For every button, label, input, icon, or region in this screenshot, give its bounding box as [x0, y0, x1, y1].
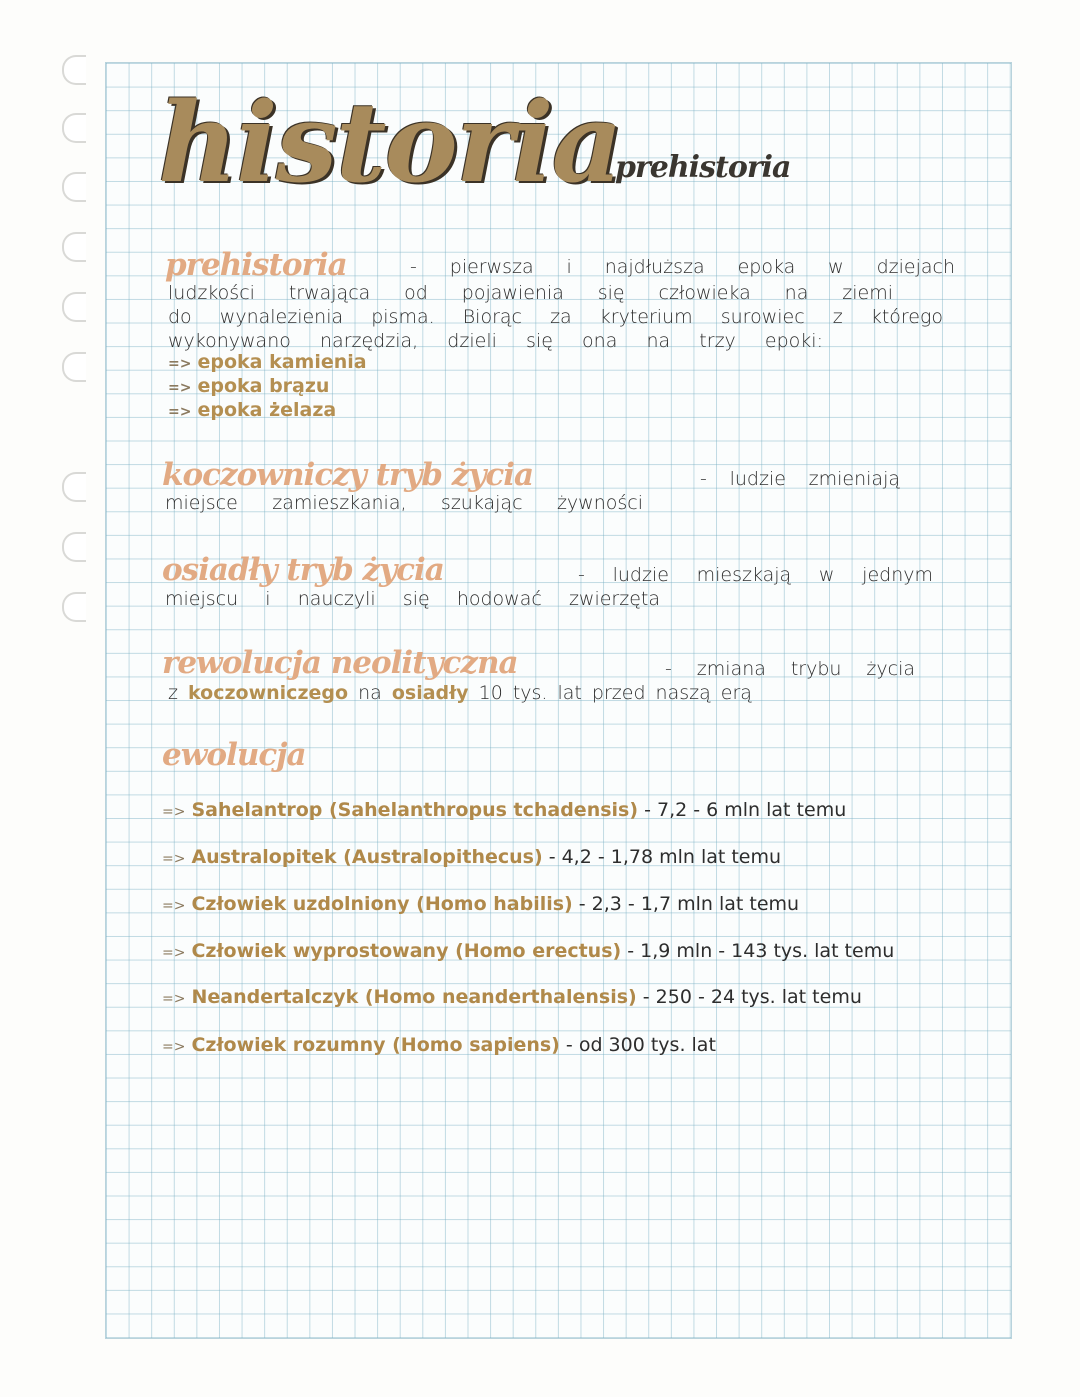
binder-hole [62, 232, 86, 262]
definition-line: - ludzie zmieniają [700, 468, 900, 490]
definition-line: z koczowniczego na osiadły 10 tys. lat przed naszą erą [168, 682, 752, 704]
arrow-icon: => [168, 356, 192, 372]
arrow-icon: => [162, 1039, 186, 1055]
definition-line: - ludzie mieszkają w jednym [578, 564, 933, 586]
binder-hole [62, 113, 86, 143]
evolution-item: => Człowiek uzdolniony (Homo habilis) - 2,3 - 1,7 mln lat temu [162, 893, 800, 915]
evolution-item: => Neandertalczyk (Homo neanderthalensis) - 250 - 24 tys. lat temu [162, 986, 862, 1008]
binder-hole [62, 472, 86, 502]
arrow-icon: => [162, 945, 186, 961]
binder-hole [62, 55, 86, 85]
page-title: historia [158, 78, 621, 207]
term-ewolucja: ewolucja [162, 737, 306, 773]
term-koczowniczy: koczowniczy tryb życia [162, 457, 534, 493]
arrow-icon: => [162, 898, 186, 914]
definition-line: ludzkości trwająca od pojawienia się człowieka na ziemi [168, 282, 893, 304]
definition-line: miejscu i nauczyli się hodować zwierzęta [165, 588, 660, 610]
arrow-icon: => [162, 851, 186, 867]
arrow-icon: => [162, 991, 186, 1007]
evolution-item: => Sahelantrop (Sahelanthropus tchadensis) - 7,2 - 6 mln lat temu [162, 799, 847, 821]
definition-line: miejsce zamieszkania, szukając żywności [165, 492, 643, 514]
definition-line: wykonywano narzędzia, dzieli się ona na trzy epoki: [168, 330, 823, 352]
evolution-item: => Australopitek (Australopithecus) - 4,2 - 1,78 mln lat temu [162, 846, 782, 868]
binder-hole [62, 592, 86, 622]
epoch-bullet: => epoka kamienia [168, 351, 367, 373]
binder-hole [62, 532, 86, 562]
definition-line: - zmiana trybu życia [665, 658, 915, 680]
arrow-icon: => [168, 380, 192, 396]
definition-line: do wynalezienia pisma. Biorąc za kryterium surowiec z którego [168, 306, 943, 328]
epoch-bullet: => epoka brązu [168, 375, 330, 397]
evolution-item: => Człowiek wyprostowany (Homo erectus) - 1,9 mln - 143 tys. lat temu [162, 940, 895, 962]
epoch-bullet: => epoka żelaza [168, 399, 337, 421]
page-subtitle: prehistoria [615, 150, 791, 185]
arrow-icon: => [168, 404, 192, 420]
evolution-item: => Człowiek rozumny (Homo sapiens) - od 300 tys. lat [162, 1034, 716, 1056]
term-rewolucja: rewolucja neolityczna [162, 645, 518, 681]
arrow-icon: => [162, 804, 186, 820]
binder-hole [62, 352, 86, 382]
definition-line: - pierwsza i najdłuższa epoka w dziejach [410, 256, 955, 278]
term-osiadly: osiadły tryb życia [162, 552, 444, 588]
binder-hole [62, 172, 86, 202]
binder-hole [62, 292, 86, 322]
term-prehistoria: prehistoria [165, 247, 347, 283]
